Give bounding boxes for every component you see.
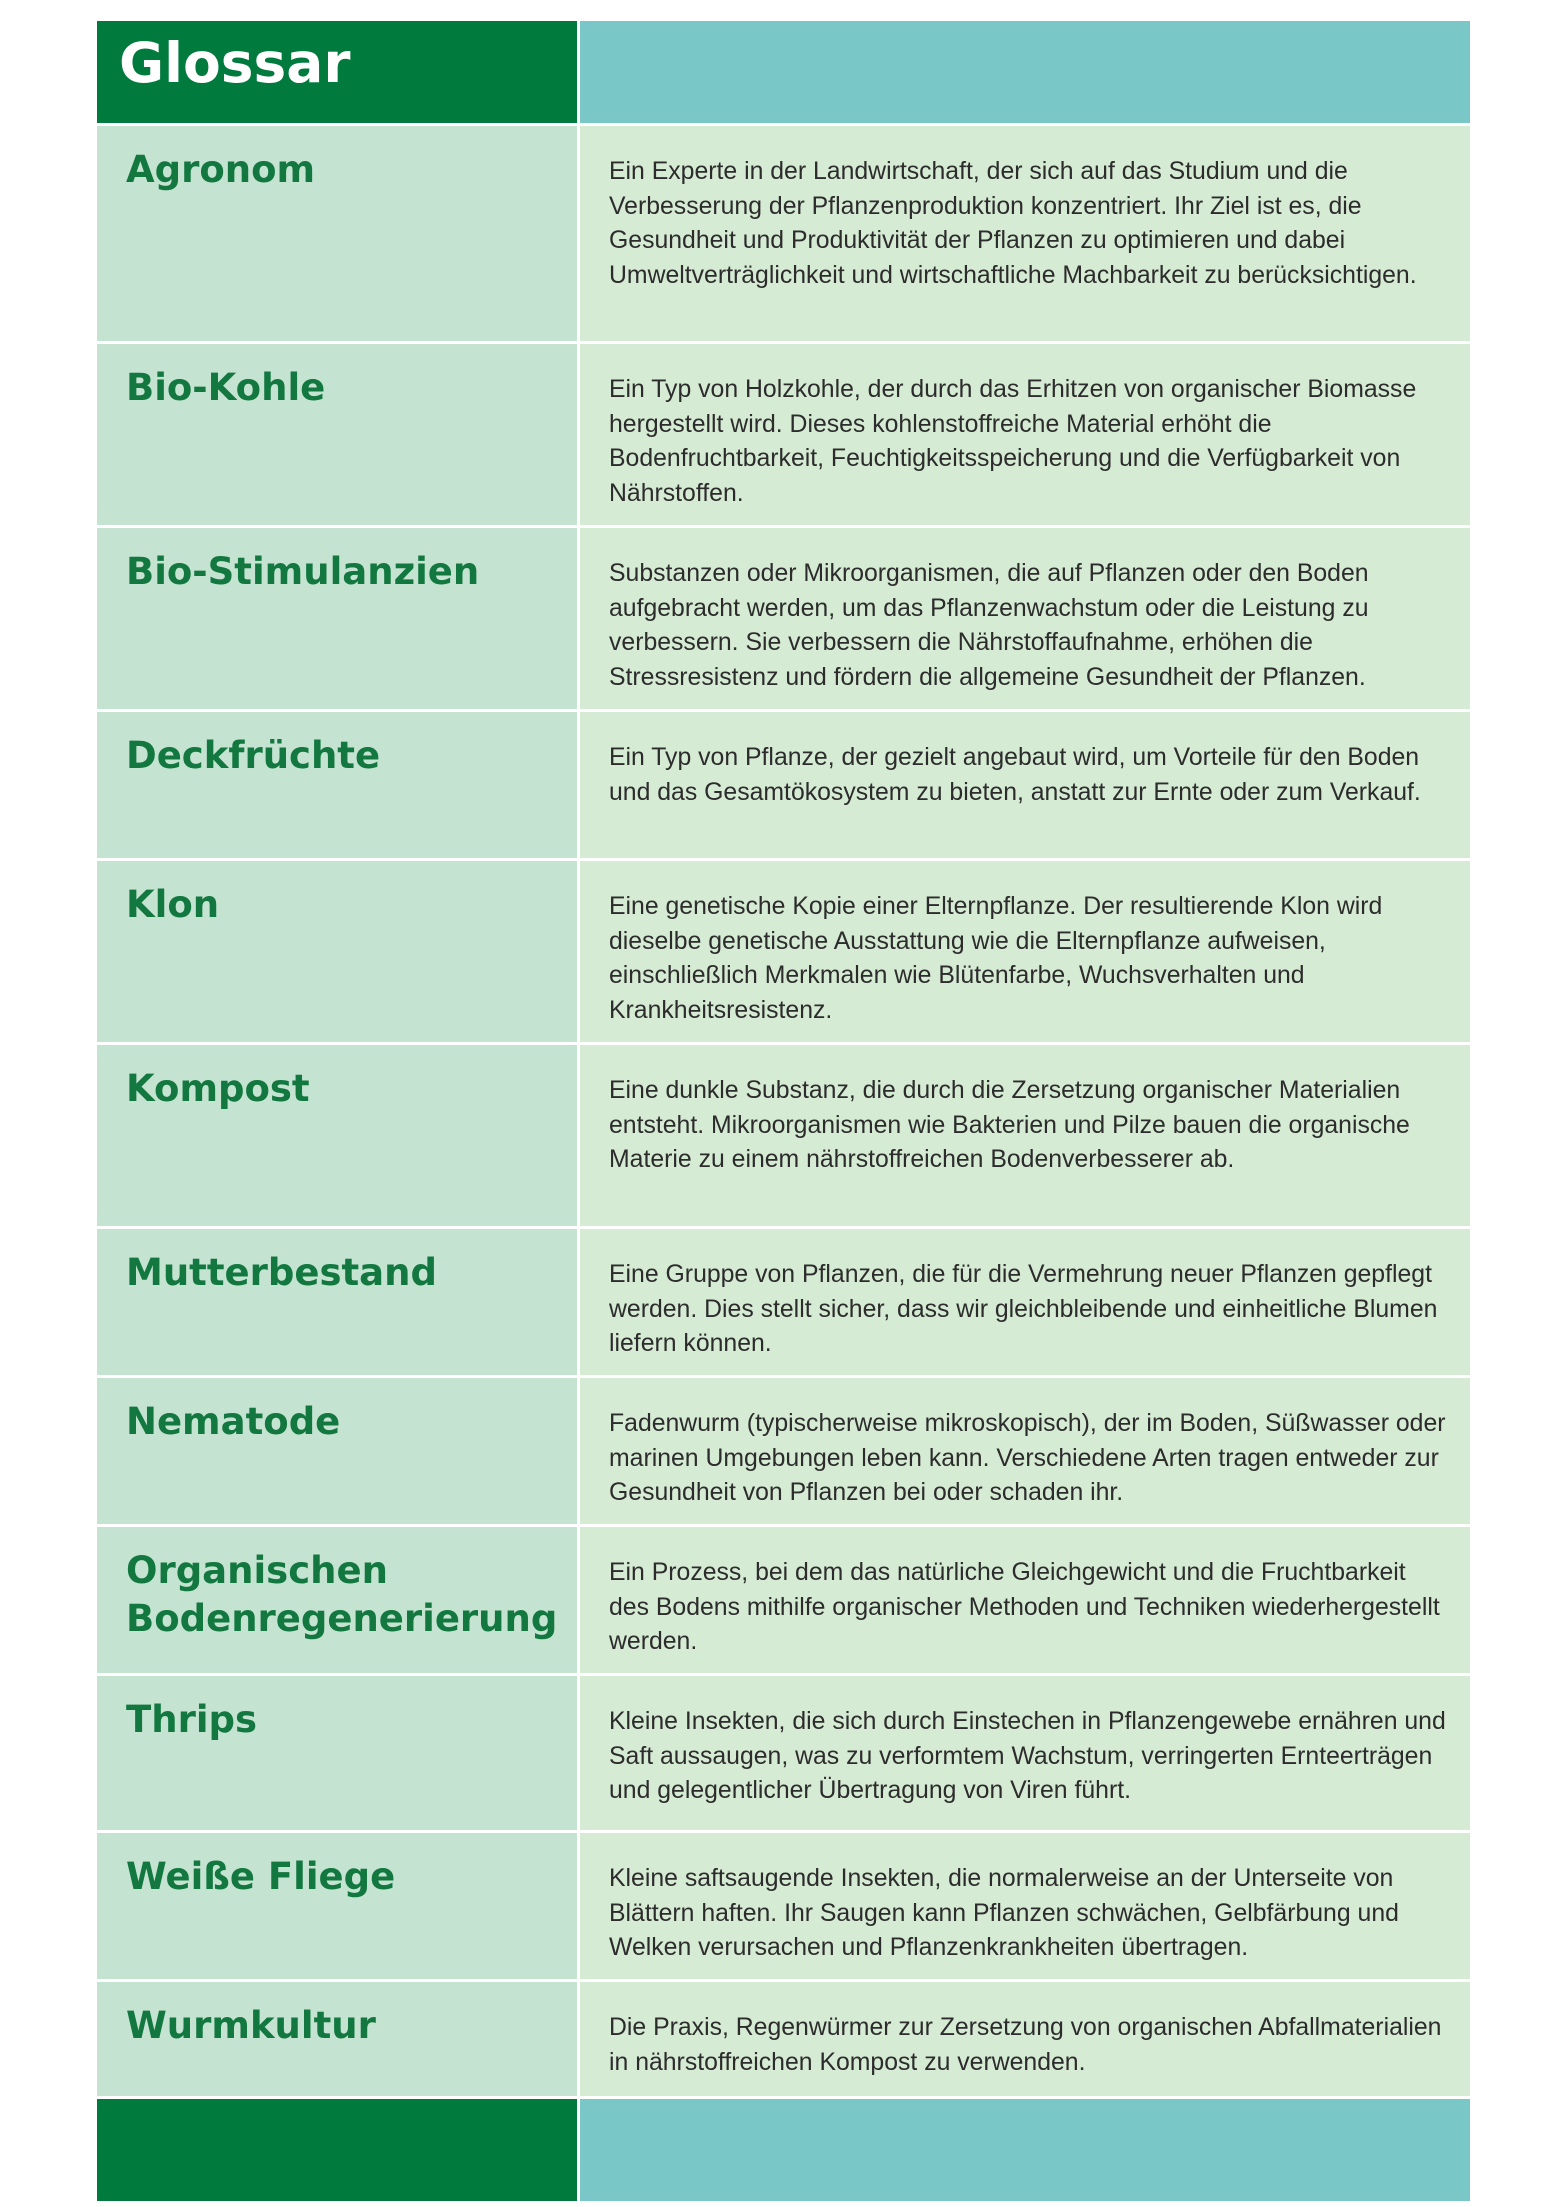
glossary-term: Weiße Fliege bbox=[97, 1833, 577, 1979]
header-band bbox=[580, 21, 1470, 123]
glossary-term: Mutterbestand bbox=[97, 1229, 577, 1375]
footer-band-teal bbox=[580, 2099, 1470, 2201]
glossary-definition: Eine dunkle Substanz, die durch die Zersetzung organischer Materialien entsteht. Mikroorganismen wie Bakterien und Pilze bauen die organische Materie zu einem nährstoffreichen Bodenverbesserer ab. bbox=[580, 1045, 1470, 1226]
glossary-term: Wurmkultur bbox=[97, 1982, 577, 2096]
glossary-definition: Fadenwurm (typischerweise mikroskopisch), der im Boden, Süßwasser oder marinen Umgebungen leben kann. Verschiedene Arten tragen entweder zur Gesundheit von Pflanzen bei oder schaden ihr. bbox=[580, 1378, 1470, 1524]
glossary-definition: Ein Experte in der Landwirtschaft, der sich auf das Studium und die Verbesserung der Pflanzenproduktion konzentriert. Ihr Ziel ist es, die Gesundheit und Produktivität der Pflanzen zu optimieren und dabei Umweltverträglichkeit und wirtschaftliche Machbarkeit zu berücksichtigen. bbox=[580, 126, 1470, 341]
glossary-term: Thrips bbox=[97, 1676, 577, 1830]
glossary-definition: Substanzen oder Mikroorganismen, die auf Pflanzen oder den Boden aufgebracht werden, um das Pflanzenwachstum oder die Leistung zu verbessern. Sie verbessern die Nährstoffaufnahme, erhöhen die Stressresistenz und fördern die allgemeine Gesundheit der Pflanzen. bbox=[580, 528, 1470, 709]
glossary-term: Kompost bbox=[97, 1045, 577, 1226]
glossary-term: Organischen Bodenregenerierung bbox=[97, 1527, 577, 1673]
glossary-definition: Eine Gruppe von Pflanzen, die für die Vermehrung neuer Pflanzen gepflegt werden. Dies stellt sicher, dass wir gleichbleibende und einheitliche Blumen liefern können. bbox=[580, 1229, 1470, 1375]
footer-band-green bbox=[97, 2099, 577, 2201]
glossary-definition: Ein Typ von Holzkohle, der durch das Erhitzen von organischer Biomasse hergestellt wird. Dieses kohlenstoffreiche Material erhöht die Bodenfruchtbarkeit, Feuchtigkeitsspeicherung und die Verfügbarkeit von Nährstoffen. bbox=[580, 344, 1470, 525]
page-title: Glossar bbox=[97, 21, 577, 123]
glossary-definition: Die Praxis, Regenwürmer zur Zersetzung von organischen Abfallmaterialien in nährstoffreichen Kompost zu verwenden. bbox=[580, 1982, 1470, 2096]
glossary-table bbox=[97, 21, 1467, 2201]
glossary-definition: Ein Typ von Pflanze, der gezielt angebaut wird, um Vorteile für den Boden und das Gesamtökosystem zu bieten, anstatt zur Ernte oder zum Verkauf. bbox=[580, 712, 1470, 858]
glossary-term: Bio-Stimulanzien bbox=[97, 528, 577, 709]
glossary-term: Agronom bbox=[97, 126, 577, 341]
glossary-definition: Kleine Insekten, die sich durch Einstechen in Pflanzengewebe ernähren und Saft aussaugen, was zu verformtem Wachstum, verringerten Ernteerträgen und gelegentlicher Übertragung von Viren führt. bbox=[580, 1676, 1470, 1830]
glossary-term: Deckfrüchte bbox=[97, 712, 577, 858]
glossary-term: Klon bbox=[97, 861, 577, 1042]
glossary-term: Nematode bbox=[97, 1378, 577, 1524]
glossary-definition: Ein Prozess, bei dem das natürliche Gleichgewicht und die Fruchtbarkeit des Bodens mithilfe organischer Methoden und Techniken wiederhergestellt werden. bbox=[580, 1527, 1470, 1673]
glossary-definition: Kleine saftsaugende Insekten, die normalerweise an der Unterseite von Blättern haften. Ihr Saugen kann Pflanzen schwächen, Gelbfärbung und Welken verursachen und Pflanzenkrankheiten übertragen. bbox=[580, 1833, 1470, 1979]
glossary-term: Bio-Kohle bbox=[97, 344, 577, 525]
glossary-definition: Eine genetische Kopie einer Elternpflanze. Der resultierende Klon wird dieselbe genetische Ausstattung wie die Elternpflanze aufweisen, einschließlich Merkmalen wie Blütenfarbe, Wuchsverhalten und Krankheitsresistenz. bbox=[580, 861, 1470, 1042]
